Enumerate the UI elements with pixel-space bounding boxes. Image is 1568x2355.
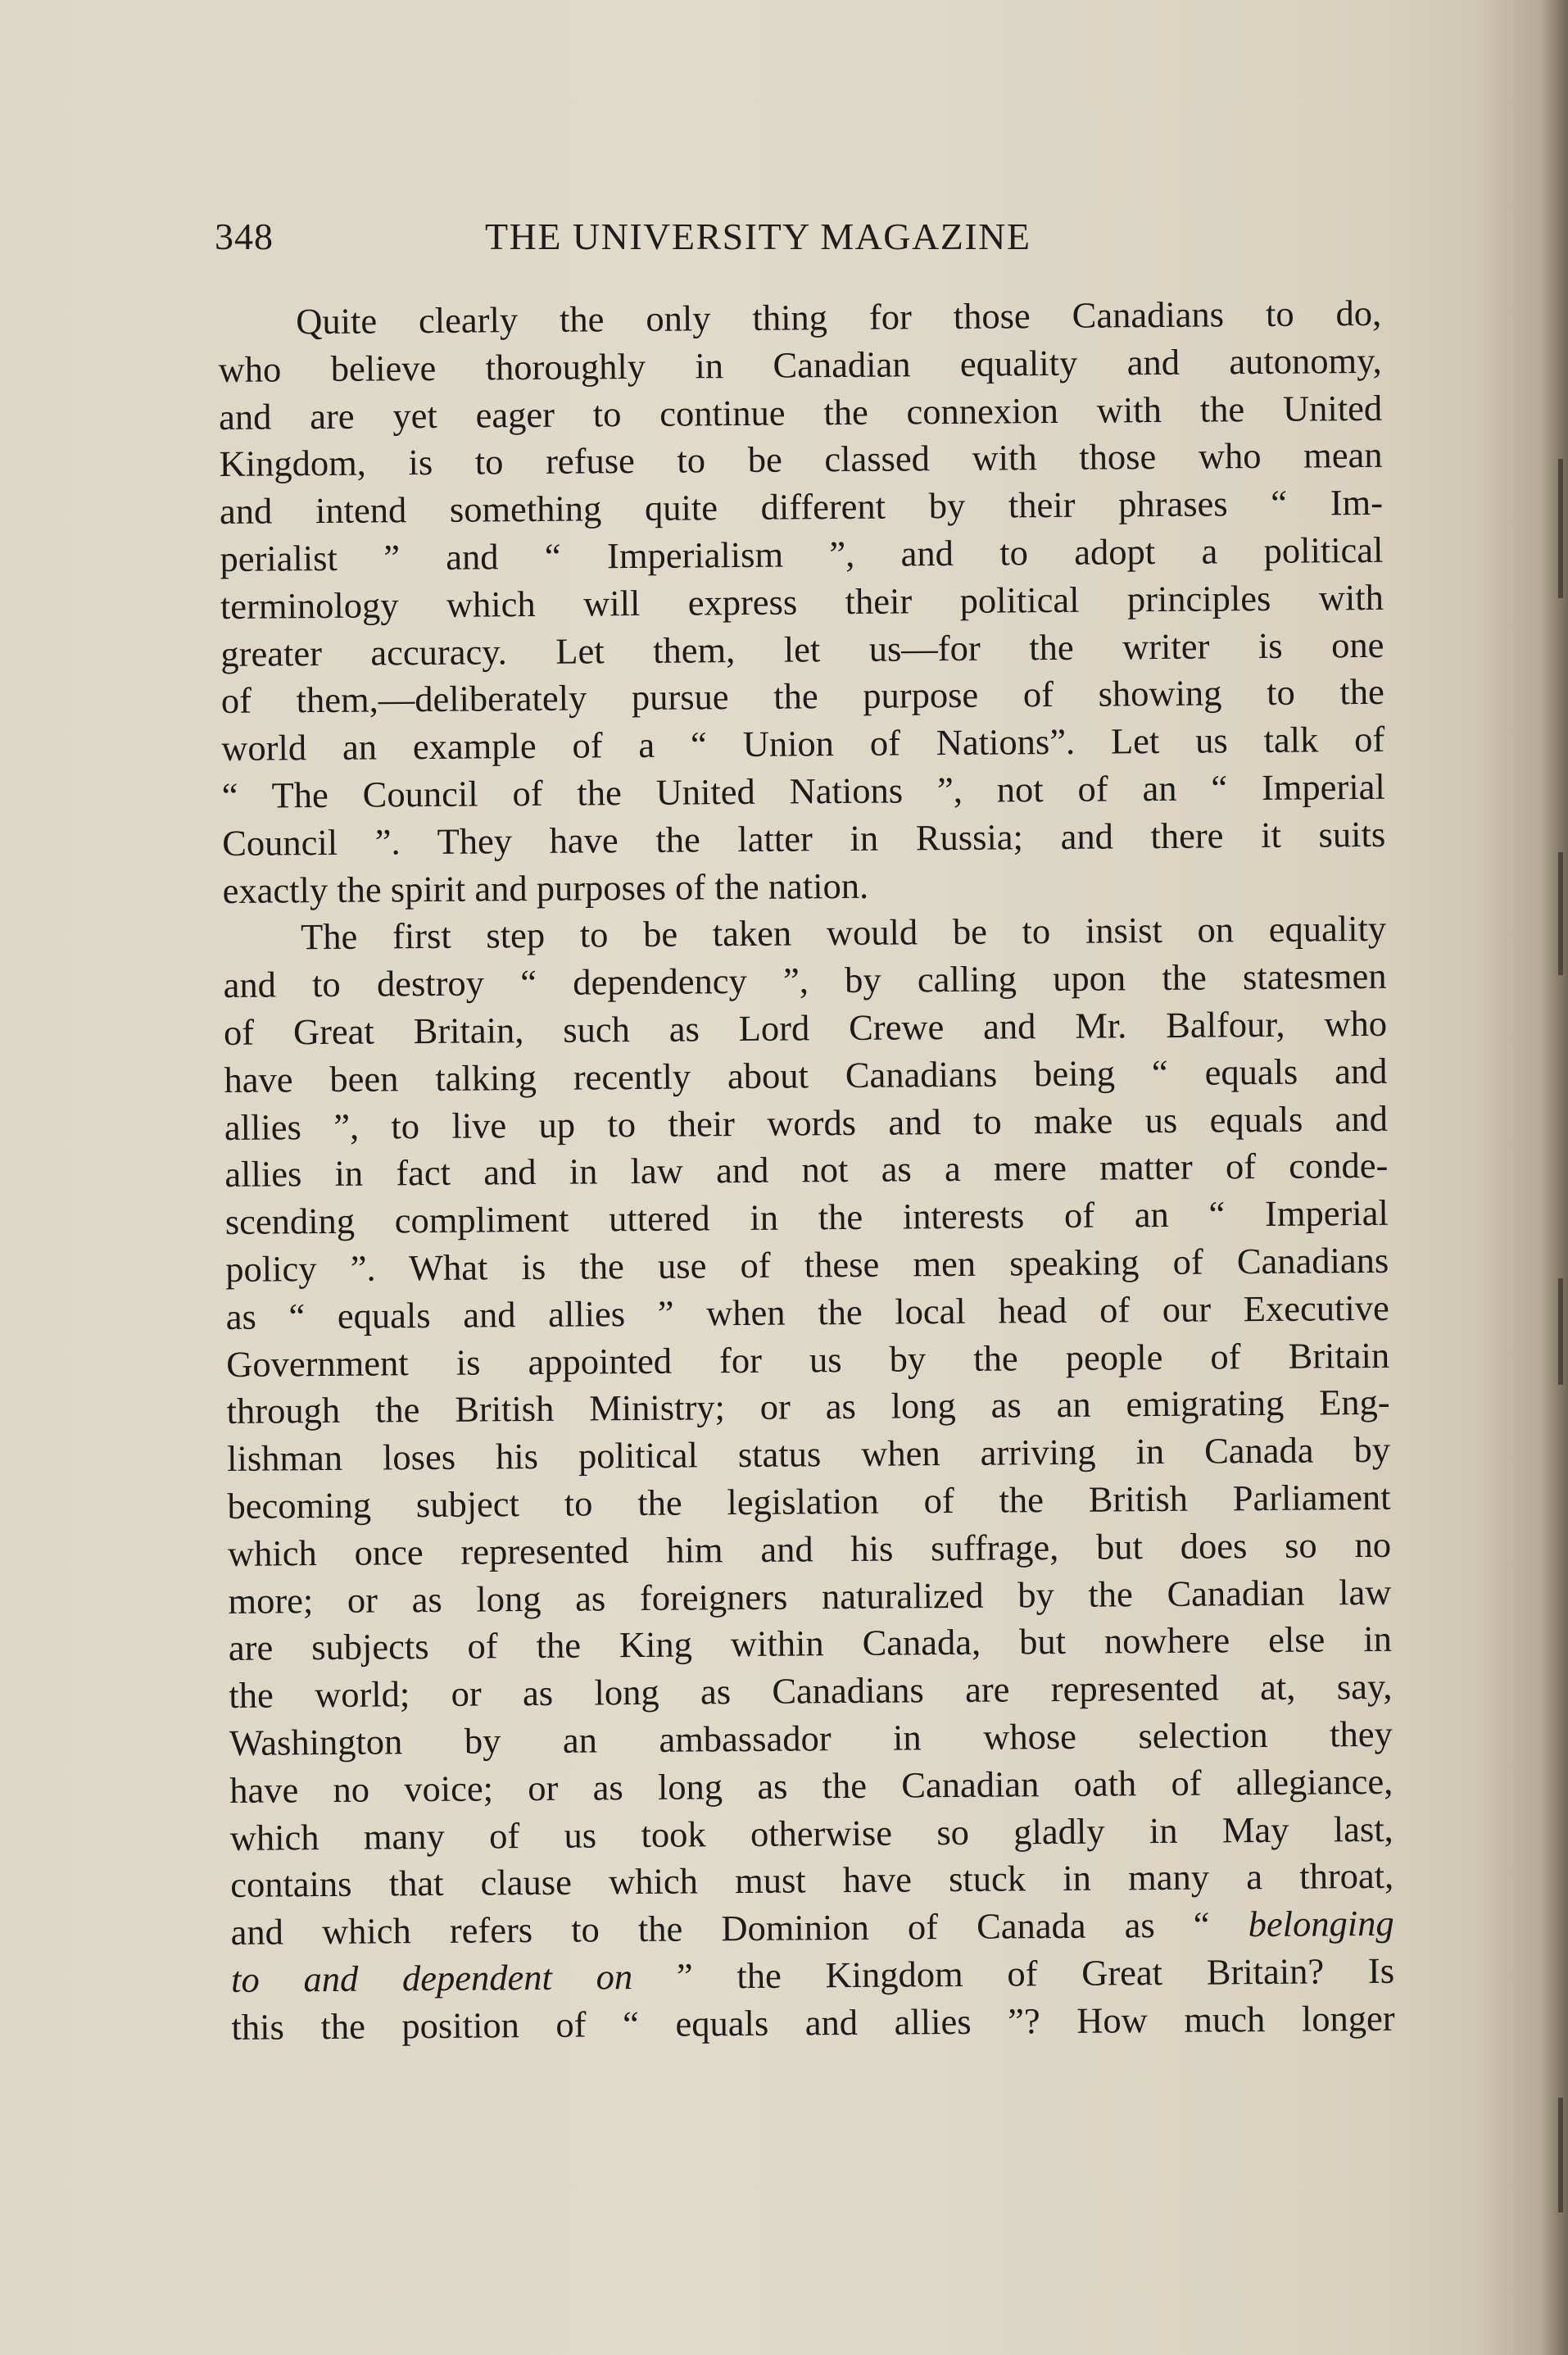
- body-text: [218, 290, 1395, 2052]
- text-line: of them,—deliberately pursue the purpose of showing to the: [220, 671, 1385, 722]
- text-line: Washington by an ambassador in whose selection they: [229, 1713, 1393, 1763]
- text-line: world an example of a “ Union of Nations”. Let us talk of: [221, 719, 1385, 769]
- text-line: the world; or as long as Canadians are represented at, say,: [229, 1665, 1393, 1717]
- text-line: The first step to be taken would be to insist on equality: [300, 908, 1387, 958]
- text-line: allies in fact and in law and not as a mere matter of conde-: [224, 1145, 1389, 1196]
- text-line: becoming subject to the legislation of the British Parliament: [227, 1476, 1391, 1527]
- text-line: and to destroy “ dependency ”, by calling upon the statesmen: [223, 955, 1387, 1006]
- text-line: more; or as long as foreigners naturalized by the Canadian law: [228, 1571, 1392, 1622]
- text-line: have been talking recently about Canadians being “ equals and: [224, 1050, 1388, 1100]
- text-line: lishman loses his political status when arriving in Canada by: [226, 1428, 1391, 1480]
- paragraph: [223, 905, 1395, 2051]
- text-line: terminology which will express their political principles with: [220, 576, 1384, 627]
- book-spine: [1540, 0, 1568, 2355]
- text-line: scending compliment uttered in the interests of an “ Imperial: [224, 1191, 1389, 1243]
- text-line: [231, 1948, 1394, 2004]
- text-line: which once represented him and his suffrage, but does so no: [227, 1523, 1392, 1574]
- spine-shadow-mark: [1558, 1278, 1563, 1385]
- text-line: have no voice; or as long as the Canadian oath of allegiance,: [229, 1760, 1394, 1811]
- text-line: Quite clearly the only thing for those Canadians to do,: [296, 292, 1382, 343]
- text-line: “ The Council of the United Nations ”, not of an “ Imperial: [221, 765, 1385, 816]
- spine-shadow-mark: [1558, 459, 1563, 598]
- text-segment: ” the Kingdom of Great Britain? Is: [676, 1949, 1395, 1997]
- text-line: greater accuracy. Let them, let us—for the writer is one: [220, 624, 1384, 674]
- running-header: [215, 215, 1383, 269]
- text-line: allies ”, to live up to their words and to make us equals and: [224, 1097, 1389, 1148]
- italic-text-segment: belonging: [1248, 1902, 1394, 1945]
- spine-shadow-mark: [1558, 2098, 1563, 2212]
- text-line: through the British Ministry; or as long as an emigrating Eng-: [226, 1382, 1390, 1432]
- text-line: perialist ” and “ Imperialism ”, and to adopt a political: [220, 529, 1384, 579]
- text-line: Government is appointed for us by the people of Britain: [226, 1334, 1390, 1385]
- text-line: who believe thoroughly in Canadian equality and autonomy,: [218, 339, 1382, 390]
- text-line: this the position of “ equals and allies ”? How much longer: [231, 1997, 1395, 2048]
- text-line: Kingdom, is to refuse to be classed with those who mean: [219, 434, 1383, 485]
- text-line: Council ”. They have the latter in Russia; and there it suits: [222, 813, 1386, 864]
- text-line: and are yet eager to continue the connexion with the United: [218, 387, 1383, 438]
- text-line: are subjects of the King within Canada, but nowhere else in: [228, 1618, 1393, 1669]
- text-line: which many of us took otherwise so gladly in May last,: [229, 1808, 1394, 1858]
- paragraph: [218, 290, 1386, 914]
- text-line: contains that clause which must have stuck in many a throat,: [230, 1855, 1394, 1906]
- page-number: 348: [215, 216, 274, 257]
- italic-text-segment: to and dependent on: [230, 1955, 633, 2000]
- text-line: and intend something quite different by their phrases “ Im-: [219, 482, 1384, 533]
- running-title: THE UNIVERSITY MAGAZINE: [485, 216, 1031, 257]
- text-line: as “ equals and allies ” when the local head of our Executive: [225, 1286, 1389, 1337]
- text-segment: and which refers to the Dominion of Canada as “: [230, 1904, 1210, 1953]
- text-line: of Great Britain, such as Lord Crewe and Mr. Balfour, who: [223, 1002, 1388, 1053]
- spine-shadow-mark: [1558, 852, 1563, 975]
- text-line: exactly the spirit and purposes of the nation.: [222, 864, 869, 911]
- text-line: policy ”. What is the use of these men speaking of Canadians: [225, 1239, 1389, 1290]
